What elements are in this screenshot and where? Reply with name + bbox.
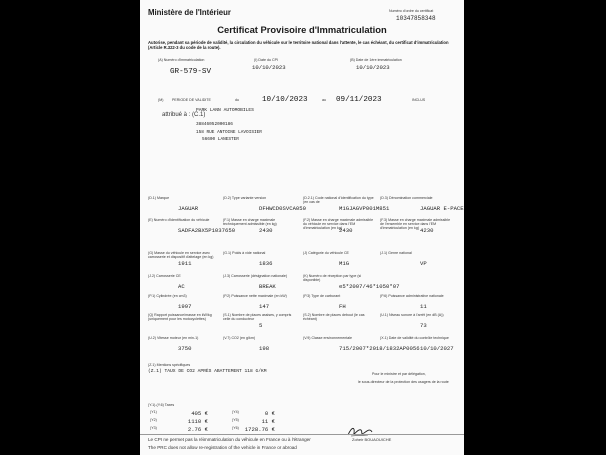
holder-address-line1: 158 RUE ANTOINE LAVOISIER [196, 130, 262, 135]
holder-address-line2: 56600 LANESTER [202, 137, 239, 142]
vehicle-field-label: (F.2) Masse en charge maximale admissible du véhicule en service dans l'EM d'immatriculation (en kg) [303, 218, 374, 231]
ministry-label: Ministère de l'Intérieur [148, 8, 231, 17]
cpi-date-label: (I) Date du CPI [254, 58, 278, 62]
signature-delegation-line: Pour le ministre et par délégation, [372, 372, 426, 376]
handwritten-signature [346, 424, 374, 438]
vehicle-field-label: (S.2) Nombre de places debout (le cas échéant) [303, 313, 365, 322]
tax-code: (Y6) [232, 426, 239, 430]
vehicle-field-value: JAGUAR [178, 205, 199, 212]
order-number: 10347858348 [396, 15, 436, 22]
vehicle-field-value: 147 [259, 303, 270, 310]
vehicle-field-value: M1GJAGVP001M851 [339, 205, 390, 212]
footer-english-notice: The PRC does not allow re-registration of the vehicle in France or abroad [148, 445, 297, 450]
vehicle-field-value: 1997 [178, 303, 192, 310]
vehicle-field-label: (J.3) Carrosserie (désignation nationale) [223, 274, 288, 278]
vehicle-field-value: BREAK [259, 283, 276, 290]
vehicle-field-value: 198 [259, 345, 270, 352]
vehicle-field-label: (X.1) Date de validité du contrôle technique [380, 336, 449, 340]
vehicle-field-value: AC [178, 283, 185, 290]
specific-mentions-label: (Z.1) Mentions spécifiques [148, 363, 191, 367]
vehicle-field-value: M1G [339, 260, 350, 267]
vehicle-field-label: (P.6) Puissance administrative nationale [380, 294, 444, 298]
validity-from-date: 10/10/2023 [262, 96, 308, 104]
vehicle-field-label: (J.2) Carrosserie CE [148, 274, 181, 278]
validity-inclusive: INCLUS [412, 98, 426, 102]
tax-value: 0 € [264, 410, 275, 417]
vehicle-field-value: 4230 [420, 227, 434, 234]
authorization-text: Autorise, pendant sa période de validité, la circulation du véhicule sur le territoire national dans l'attente, le cas échéant, du certificat d'immatriculation (Article R.322-3 du code de la route). [148, 40, 449, 51]
registration-number-label: (A) Numéro d'immatriculation [158, 58, 205, 62]
vehicle-field-value: 3750 [178, 345, 192, 352]
vehicle-field-value: FH [339, 303, 346, 310]
vehicle-field-label: (J.1) Genre national [380, 251, 412, 255]
tax-code: (Y3) [150, 426, 157, 430]
vehicle-field-label: (V.7) CO2 (en g/km) [223, 336, 256, 340]
vehicle-field-label: (F.3) Masse en charge maximale admissible de l'ensemble en service dans l'EM d'immatriculation (en kg) [380, 218, 451, 231]
vehicle-field-value: 73 [420, 322, 427, 329]
vehicle-field-label: (E) Numéro d'identification du véhicule [148, 218, 210, 222]
validity-label: PERIODE DE VALIDITE [172, 98, 211, 102]
vehicle-field-value: 1836 [259, 260, 273, 267]
vehicle-field-label: (D.1) Marque [148, 196, 170, 200]
vehicle-field-value: SADFA2BX5P1037650 [178, 227, 236, 234]
vehicle-field-label: (F.1) Masse en charge maximale techniquement admissible (en kg) [223, 218, 277, 227]
vehicle-field-label: (D.2.1) Code national d'identification du type (en cas de [303, 196, 374, 205]
validity-code: (M) [158, 98, 164, 102]
signatory-name: Zoheir BOUAOUICHE [352, 437, 392, 442]
vehicle-field-label: (V.9) Classe environnementale [303, 336, 353, 340]
vehicle-field-value: e5*2007/46*1050*07 [339, 283, 400, 290]
tax-code: (Y1) [150, 410, 157, 414]
vehicle-field-label: (P.1) Cylindrée (en cm3) [148, 294, 187, 298]
vehicle-field-value: 2430 [339, 227, 353, 234]
order-number-label: Numéro d'ordre du certificat [389, 9, 434, 13]
tax-value: 405 € [191, 410, 208, 417]
vehicle-field-value: DFHWCD0SVCA050 [259, 205, 306, 212]
vehicle-field-label: (Q) Rapport puissance/masse en kW/kg (uniquement pour les motocyclettes) [148, 313, 212, 322]
holder-attribution-label: attribué à : (C.1) [162, 112, 206, 118]
vehicle-field-value: JAGUAR E-PACE [420, 205, 464, 212]
footer-french-notice: Le CPI ne permet pas la réimmatriculation du véhicule en France ou à l'étranger [148, 437, 311, 442]
tax-value: 2.76 € [187, 426, 208, 433]
signature-title-line: le sous-directeur de la protection des usagers de la route [358, 380, 449, 384]
holder-id: 38846052000186 [196, 122, 233, 127]
specific-mentions-value: (Z.1) TAUX DE CO2 APRÈS ABATTEMENT 118 G/KM [148, 369, 267, 374]
footer-divider [140, 434, 464, 435]
vehicle-field-label: (P.2) Puissance nette maximale (en kW) [223, 294, 287, 298]
tax-code: (Y4) [232, 410, 239, 414]
vehicle-field-value: 10/10/2027 [420, 345, 454, 352]
vehicle-field-value: 2430 [259, 227, 273, 234]
validity-to-date: 09/11/2023 [336, 96, 382, 104]
vehicle-field-value: 1911 [178, 260, 192, 267]
registration-number: GR-579-SV [170, 68, 212, 76]
vehicle-field-label: (J) Catégorie du véhicule CE [303, 251, 349, 255]
validity-to-word: au [322, 98, 326, 102]
tax-value: 11 € [261, 418, 275, 425]
vehicle-field-label: (D.3) Dénomination commerciale [380, 196, 433, 200]
certificate-sheet [140, 0, 464, 455]
vehicle-field-label: (U.2) Vitesse moteur (en min-1) [148, 336, 199, 340]
certificate-title: Certificat Provisoire d'Immatriculation [217, 24, 387, 35]
holder-name: PARK LANN AUTOMOBILES [196, 108, 254, 113]
cpi-date: 10/10/2023 [252, 64, 286, 71]
vehicle-field-value: VP [420, 260, 427, 267]
vehicle-field-label: (G.1) Poids à vide national [223, 251, 266, 255]
vehicle-field-label: (U.1) Niveau sonore à l'arrêt (en dB (A)) [380, 313, 444, 317]
tax-value: 1728.76 € [244, 426, 275, 433]
vehicle-field-label: (K) Numéro de réception par type (si disponible) [303, 274, 362, 283]
vehicle-field-label: (S.1) Nombre de places assises, y compris celle du conducteur [223, 313, 292, 322]
tax-code: (Y5) [232, 418, 239, 422]
taxes-label: (Y.1)-(Y.6) Taxes [148, 403, 175, 407]
vehicle-field-value: 11 [420, 303, 427, 310]
vehicle-field-label: (G) Masse du véhicule en service avec carrosserie et dispositif d'attelage (en kg) [148, 251, 214, 260]
vehicle-field-label: (D.2) Type variante version [223, 196, 267, 200]
first-registration-label: (B) Date de 1ère immatriculation [350, 58, 402, 62]
tax-code: (Y2) [150, 418, 157, 422]
vehicle-field-value: 5 [259, 322, 263, 329]
tax-value: 1110 € [187, 418, 208, 425]
vehicle-field-value: 715/2007*2018/1832AP0056 [339, 345, 420, 352]
vehicle-field-label: (P.3) Type de carburant [303, 294, 341, 298]
validity-from-word: du [235, 98, 239, 102]
first-registration-date: 10/10/2023 [356, 64, 390, 71]
